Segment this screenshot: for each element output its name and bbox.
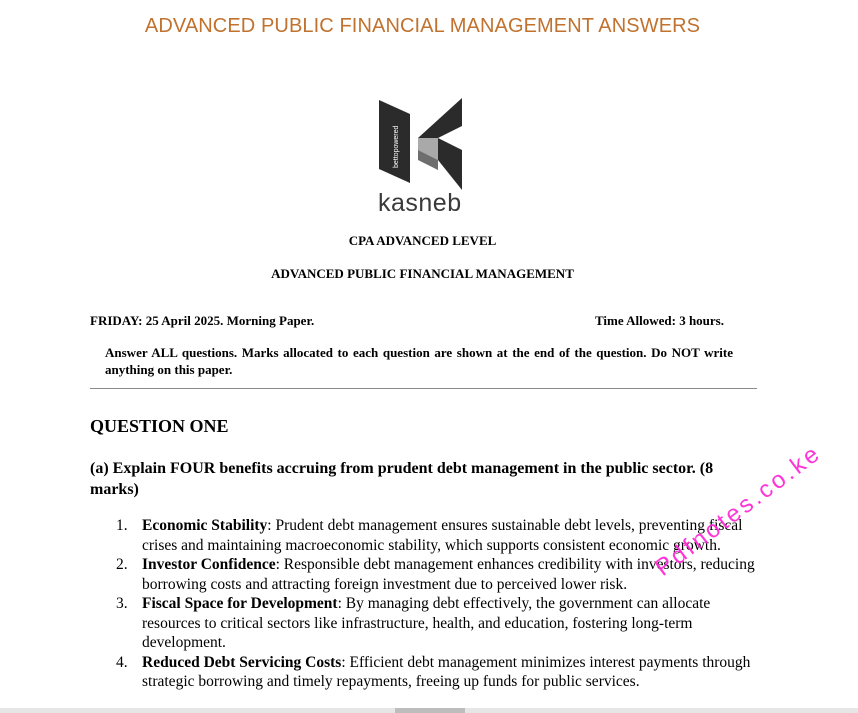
list-item-number: 2. <box>116 556 128 573</box>
benefit-term: Reduced Debt Servicing Costs <box>142 653 342 671</box>
list-item-number: 4. <box>116 653 128 671</box>
question-title: QUESTION ONE <box>90 416 229 436</box>
list-item <box>116 653 761 692</box>
list-item-number: 1. <box>116 517 128 534</box>
paper-title: ADVANCED PUBLIC FINANCIAL MANAGEMENT <box>271 266 574 281</box>
document-header-title: ADVANCED PUBLIC FINANCIAL MANAGEMENT ANSWERS <box>144 15 701 37</box>
logo-tagline: bettopowered <box>393 125 400 168</box>
logo-wordmark: kasneb <box>378 189 462 217</box>
time-allowed: Time Allowed: 3 hours. <box>594 313 724 328</box>
kasneb-logo-icon <box>376 98 466 193</box>
question-part-a: (a) Explain FOUR benefits accruing from prudent debt management in the public sector. (8 marks) <box>90 460 714 498</box>
section-divider <box>90 388 757 389</box>
benefit-term: Fiscal Space for Development <box>142 595 338 612</box>
horizontal-scrollbar[interactable] <box>0 708 858 713</box>
list-item-number: 3. <box>116 595 128 612</box>
exam-instructions: Answer ALL questions. Marks allocated to each question are shown at the end of the question. Do NOT write anything on this paper. <box>105 345 733 377</box>
benefits-list <box>116 516 761 692</box>
watermark-text: Pdfnotes.co.ke <box>650 439 827 582</box>
scrollbar-thumb[interactable] <box>395 708 465 713</box>
benefit-term: Economic Stability <box>142 517 268 534</box>
exam-meta-row <box>90 313 724 329</box>
benefit-text: : Prudent debt management ensures sustainable debt levels, preventing fiscal crises and maintaining macroeconomic stability, which supports consistent economic growth. <box>142 517 743 554</box>
list-item <box>116 594 761 653</box>
benefit-text: : By managing debt effectively, the government can allocate resources to critical sectors like infrastructure, health, and education, fostering long-term development. <box>142 595 711 651</box>
benefit-term: Investor Confidence <box>142 556 276 573</box>
benefit-text: : Responsible debt management enhances credibility with investors, reducing borrowing costs and attracting foreign investment due to perceived lower risk. <box>142 556 755 593</box>
exam-level: CPA ADVANCED LEVEL <box>348 233 497 248</box>
benefit-text: : Efficient debt management minimizes interest payments through strategic borrowing and timely repayments, freeing up funds for public services. <box>142 653 751 690</box>
exam-date: FRIDAY: 25 April 2025. Morning Paper. <box>90 313 315 328</box>
